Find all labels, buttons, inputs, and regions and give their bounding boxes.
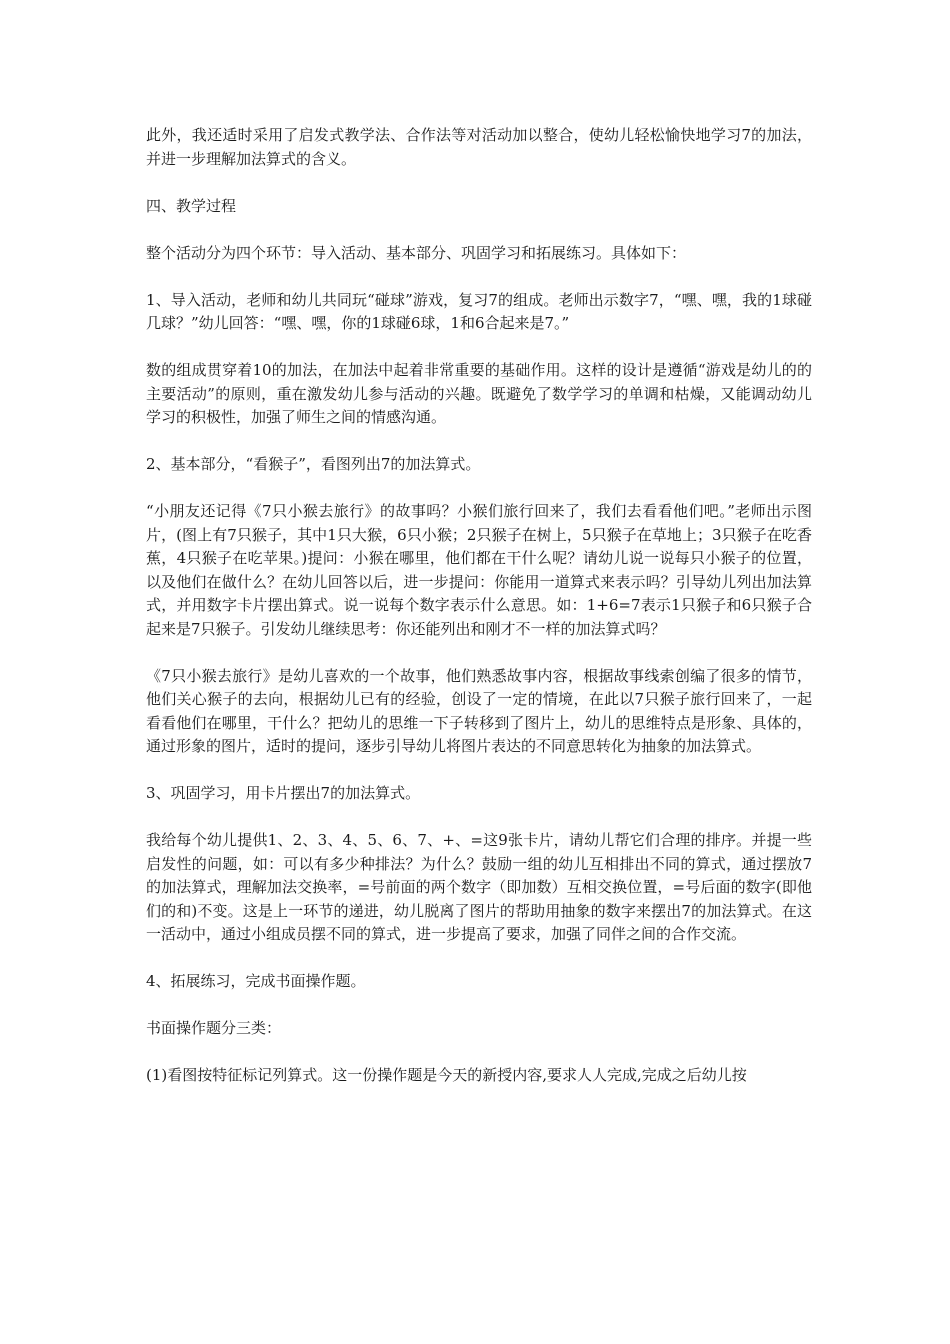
paragraph-step-2-rationale: 《7只小猴去旅行》是幼儿喜欢的一个故事，他们熟悉故事内容，根据故事线索创编了很多的情节，他们关心猴子的去向，根据幼儿已有的经验，创设了一定的情境，在此以7只猴子旅行回来了，一起看看他们在哪里，干什么？把幼儿的思维一下子转移到了图片上，幼儿的思维特点是形象、具体的，通过形象的图片，适时的提问，逐步引导幼儿将图片表达的不同意思转化为抽象的加法算式。 — [146, 666, 812, 755]
paragraph-step-2: 2、基本部分，“看猴子”，看图列出7的加法算式。 — [146, 455, 481, 473]
paragraph-overview: 整个活动分为四个环节：导入活动、基本部分、巩固学习和拓展练习。具体如下： — [146, 243, 687, 262]
paragraph-step-1: 1、导入活动，老师和幼儿共同玩“碰球”游戏，复习7的组成。老师出示数字7，“嘿、嘿，我的1球碰几球？”幼儿回答：“嘿、嘿，你的1球碰6球，1和6合起来是7。” — [146, 290, 812, 332]
paragraph-step-1-rationale: 数的组成贯穿着10的加法，在加法中起着非常重要的基础作用。这样的设计是遵循“游戏是幼儿的的主要活动”的原则，重在激发幼儿参与活动的兴趣。既避免了数学学习的单调和枯燥，又能调动幼儿学习的积极性，加强了师生之间的情感沟通。 — [146, 361, 812, 426]
paragraph-step-4: 4、拓展练习，完成书面操作题。 — [146, 972, 366, 990]
paragraph-step-3-detail: 我给每个幼儿提供1、2、3、4、5、6、7、+、=这9张卡片，请幼儿帮它们合理的排序。并提一些启发性的问题，如：可以有多少种排法？为什么？鼓励一组的幼儿互相排出不同的算式，通过摆放7的加法算式，理解加法交换率，=号前面的两个数字（即加数）互相交换位置，=号后面的数字(即他们的和)不变。这是上一环节的递进，幼儿脱离了图片的帮助用抽象的数字来摆出7的加法算式。在这一活动中，通过小组成员摆不同的算式，进一步提高了要求，加强了同伴之间的合作交流。 — [146, 831, 812, 943]
paragraph-step-2-detail: “小朋友还记得《7只小猴去旅行》的故事吗？小猴们旅行回来了，我们去看看他们吧。”老师出示图片，(图上有7只猴子，其中1只大猴，6只小猴；2只猴子在树上，5只猴子在草地上；3只猴子在吃香蕉，4只猴子在吃苹果。)提问：小猴在哪里，他们都在干什么呢？请幼儿说一说每只小猴子的位置，以及他们在做什么？在幼儿回答以后，进一步提问：你能用一道算式来表示吗？引导幼儿列出加法算式，并用数字卡片摆出算式。说一说每个数字表示什么意思。如：1+6=7表示1只猴子和6只猴子合起来是7只猴子。引发幼儿继续思考：你还能列出和刚才不一样的加法算式吗？ — [146, 502, 812, 638]
paragraph-task-1: (1)看图按特征标记列算式。这一份操作题是今天的新授内容,要求人人完成,完成之后幼儿按 — [146, 1066, 747, 1084]
paragraph-step-3: 3、巩固学习，用卡片摆出7的加法算式。 — [146, 784, 421, 802]
paragraph-intro-methods: 此外，我还适时采用了启发式教学法、合作法等对活动加以整合，使幼儿轻松愉快地学习7的加法，并进一步理解加法算式的含义。 — [146, 126, 812, 168]
document-body — [146, 124, 812, 1111]
section-heading-teaching-process: 四、教学过程 — [146, 196, 237, 215]
paragraph-written-tasks: 书面操作题分三类： — [146, 1019, 282, 1037]
